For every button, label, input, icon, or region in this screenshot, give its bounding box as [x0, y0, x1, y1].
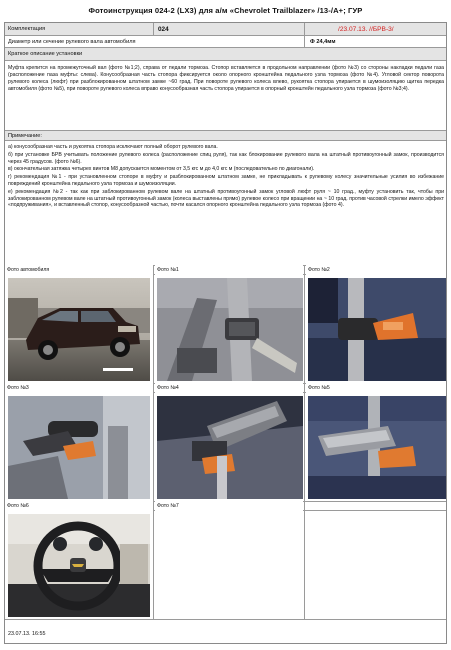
photo-label: Фото №7	[155, 501, 303, 511]
notes-heading: Примечание:	[8, 132, 42, 139]
note-item: б) при установке БРВ учитывать положение рулевого колеса (расположение спиц руля), так как блокирование рулевого вала на штатный противоугонный замок, производится через 45 градусов. (фото №6).	[8, 151, 444, 165]
kit-row	[5, 23, 446, 36]
photo-5	[308, 396, 446, 499]
shaft-value: Ф 24,4мм	[310, 38, 336, 45]
kit-value: 024	[158, 25, 169, 33]
photo-label: Фото №6	[5, 501, 153, 511]
photo-label: Фото автомобиля	[5, 265, 153, 275]
photo-4	[157, 396, 303, 499]
photo-label: Фото №5	[306, 383, 446, 393]
notes-heading-row	[5, 130, 446, 141]
note-item: е) рекомендация №2 - так как при заблокированном рулевом вале на штатный противоугонный замок угловой люфт руля ~ 10 град., муфту установить так, чтобы при заблокированном рулевом вале на штатный противоугонный замок (колеса выставлены прямо) рулевое колесо при вращении на ~ 10 град. против часовой стрелки имело эффект «подпруживания», и вставленный стопор, конусообразной частью, почти касался опорного кронштейна педального узла тормоза (фото 4).	[8, 188, 444, 209]
car-photo	[8, 278, 150, 381]
photo-label: Фото №2	[306, 265, 446, 275]
photo-label: Фото №3	[5, 383, 153, 393]
document-title: Фотоинструкция 024-2 (LX3) для а/м «Chevrolet Trailblazer» /13-/А+; ГУР	[88, 6, 363, 15]
kit-label: Комплектация	[8, 26, 46, 32]
note-item: г) рекомендация №1 - при установленном стопоре в муфту и разблокированном штатном замке, не прикладывать к рулевому колесу значительные усилия во избежание повреждений кронштейна педального узла тормоза и шумоизоляции.	[8, 174, 444, 187]
notes-list	[8, 144, 444, 210]
description-heading: Краткое описание установки	[8, 51, 83, 57]
photo-label: Фото №4	[155, 383, 303, 393]
kit-date-code: /23.07.13. //БРВ-3/	[338, 25, 394, 33]
photo-1	[157, 278, 303, 381]
shaft-label: Диаметр или сечение рулевого вала автомобиля	[8, 38, 136, 45]
shaft-row	[5, 36, 446, 48]
photo-label: Фото №1	[155, 265, 303, 275]
note-item: в) окончательная затяжка четырех винтов М8 допускается моментом от 3,5 кгс м до 4,0 кгс м (последовательно по диагонали).	[8, 166, 315, 173]
photo-6	[8, 514, 150, 617]
instruction-sheet	[4, 22, 447, 644]
note-item: а) конусообразная часть и рукоятка стопора исключают полный оборот рулевого вала.	[8, 144, 218, 150]
footer-timestamp: 23.07.13. 16:55	[8, 631, 46, 637]
description-heading-row	[5, 48, 446, 61]
description-text: Муфта крепится на промежуточный вал (фото №1;2), справа от педали тормоза. Стопор вставляется в продольном направлении (фото №3) со стороны накладки педали газа (расположение паза муфты: слева). Конусообразная часть стопора фиксируется около опорного кронштейна педального узла тормоза (фото №4). Угловой сектор поворота рулевого колеса (люфт) при разблокированном штатном замке ~60 град. При повороте рулевого колеса влево, рукоятка стопора упирается в шумоизоляцию щитка передка автомобиля (фото №5), при повороте рулевого колеса вправо конусообразная часть стопора упирается в опорный кронштейн педального узла тормоза (фото №3;4).	[8, 65, 444, 92]
photo-3	[8, 396, 150, 499]
photo-2	[308, 278, 446, 381]
